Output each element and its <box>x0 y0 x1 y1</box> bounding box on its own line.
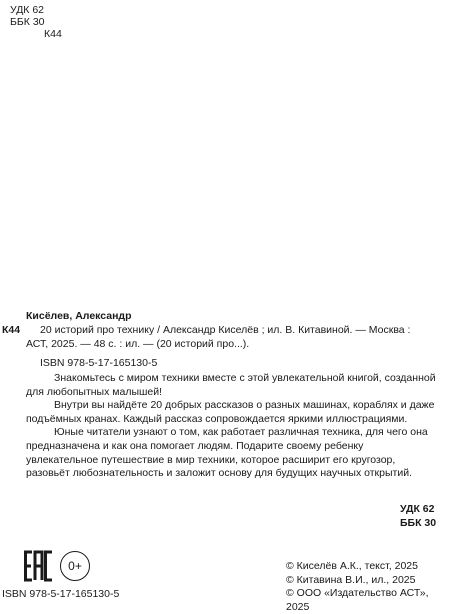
bottom-udk-code: УДК 62 <box>400 503 435 515</box>
top-codes <box>10 4 62 40</box>
record-title <box>26 324 438 371</box>
copyright-illustrator: © Китавина В.И., ил., 2025 <box>286 573 416 586</box>
copyright-publisher: © ООО «Издательство АСТ», 2025 <box>286 587 429 613</box>
title-line-1: 20 историй про технику / Александр Киселёв ; ил. В. Китавиной. — Москва : <box>40 324 411 336</box>
title-line-2: АСТ, 2025. — 48 с. : ил. — (20 историй про...). <box>26 337 250 350</box>
author-mark-code: К44 <box>44 28 62 40</box>
footer-isbn: ISBN 978-5-17-165130-5 <box>2 588 120 600</box>
annotation-paragraph-2: Внутри вы найдёте 20 добрых рассказов о разных машинах, кораблях и даже подъёмных кранах. Каждый рассказ сопровождается яркими иллюстрациями. <box>26 399 435 425</box>
record-mark: К44 <box>2 324 21 336</box>
age-rating-badge: 0+ <box>60 551 90 581</box>
annotation <box>26 372 438 481</box>
annotation-paragraph-1: Знакомьтесь с миром техники вместе с этой увлекательной книгой, созданной для любопытных малышей! <box>26 372 436 398</box>
bottom-bbk-code: ББК 30 <box>400 516 437 529</box>
record-isbn: ISBN 978-5-17-165130-5 <box>40 357 158 370</box>
annotation-paragraph-3: Юные читатели узнают о том, как работает различная техника, для чего она предназначена и как она помогает людям. Подарите своему ребенку увлекательное путешествие в мир техники, которое расширит его кругозор, разовьёт любознательность и заложит основу для будущих научных открытий. <box>26 426 428 480</box>
bbk-code: ББК 30 <box>10 16 45 28</box>
footer-copyrights <box>286 560 451 614</box>
udk-code: УДК 62 <box>10 4 45 16</box>
copyright-author: © Киселёв А.К., текст, 2025 <box>286 560 418 572</box>
author-name: Кисёлев, Александр <box>26 310 132 322</box>
bottom-codes <box>400 503 451 530</box>
eac-icon <box>24 548 54 584</box>
